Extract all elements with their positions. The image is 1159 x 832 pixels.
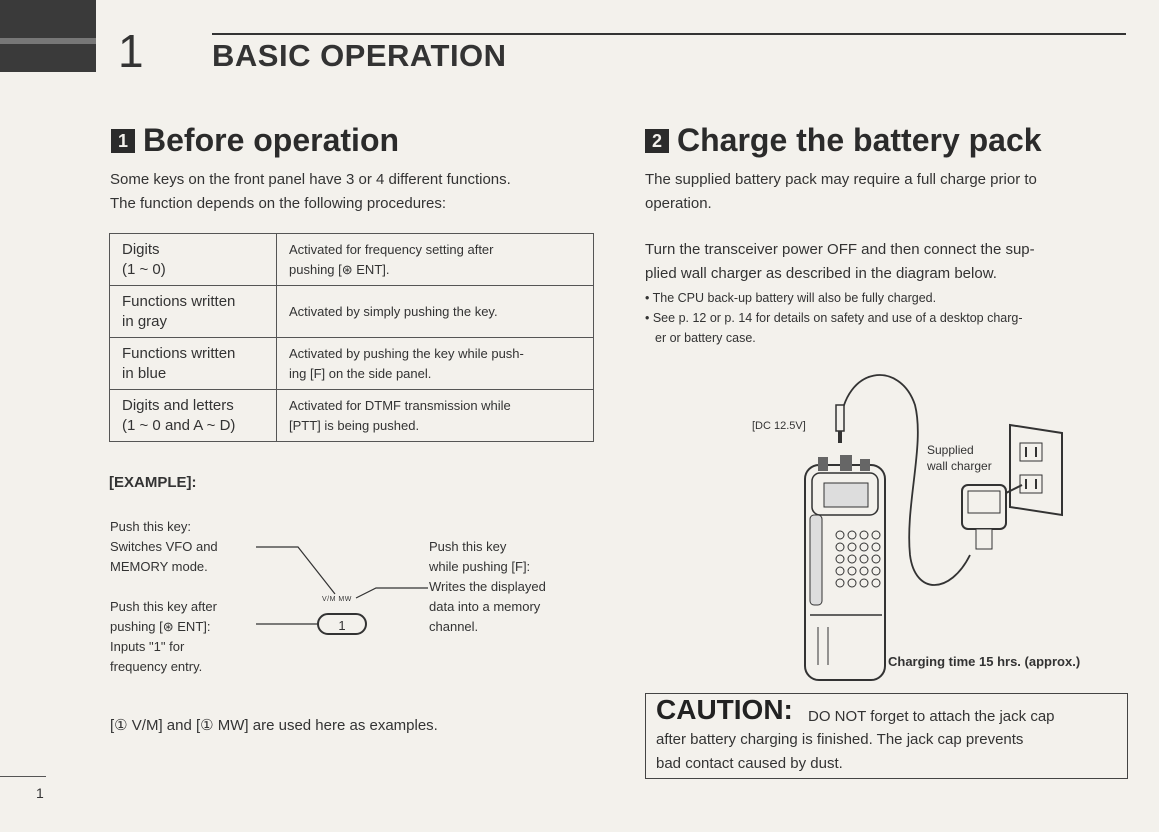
charge-instruction: Turn the transceiver power OFF and then connect the sup- plied wall charger as described in the diagram below. (645, 241, 1035, 282)
section-number-badge: 2 (645, 129, 669, 153)
example-f-key-note: Push this key while pushing [F]: Writes the displayed data into a memory channel. (429, 539, 546, 634)
before-operation-intro: Some keys on the front panel have 3 or 4 different functions. The function depends on the following procedures: (110, 171, 511, 212)
table-cell-desc: Activated for DTMF transmission while [PTT] is being pushed. (277, 390, 594, 442)
chapter-title: BASIC OPERATION (212, 38, 507, 73)
dc-label: [DC 12.5V] (752, 420, 806, 432)
charge-bullets (645, 288, 1023, 348)
example-after-ent-note: Push this key after pushing [⊛ ENT]: Inputs "1" for frequency entry. (110, 599, 217, 674)
section-title: Charge the battery pack (677, 122, 1042, 158)
charger-label: Supplied wall charger (927, 443, 992, 473)
page-number: 1 (36, 785, 44, 801)
example-push-key-note: Push this key: Switches VFO and MEMORY mode. (110, 519, 218, 574)
key-top-label: V/M MW (322, 596, 352, 603)
table-cell-key: Functions written in gray (110, 286, 277, 338)
section-title: Before operation (143, 122, 400, 158)
section-charge-heading (645, 122, 1042, 159)
list-item: er or battery case. (655, 331, 756, 345)
example-footnote: [① V/M] and [① MW] are used here as examples. (110, 717, 438, 734)
example-key-1: 1 (317, 613, 367, 635)
caution-title: CAUTION: (656, 694, 793, 725)
section-number-badge: 1 (111, 129, 135, 153)
footer-rule (0, 776, 46, 777)
charging-time-label: Charging time 15 hrs. (approx.) (888, 654, 1081, 669)
charging-diagram (790, 365, 1140, 685)
table-cell-key: Digits (1 ~ 0) (110, 234, 277, 286)
caution-text-rest: after battery charging is finished. The jack cap prevents bad contact caused by dust. (656, 731, 1024, 772)
table-cell-key: Functions written in blue (110, 338, 277, 390)
chapter-number: 1 (118, 25, 144, 77)
table-cell-key: Digits and letters (1 ~ 0 and A ~ D) (110, 390, 277, 442)
table-cell-desc: Activated for frequency setting after pushing [⊛ ENT]. (277, 234, 594, 286)
example-title: [EXAMPLE]: (109, 474, 197, 491)
charge-intro: The supplied battery pack may require a full charge prior to operation. (645, 171, 1037, 212)
list-item: • See p. 12 or p. 14 for details on safety and use of a desktop charg- (645, 311, 1023, 325)
caution-text-line-1: DO NOT forget to attach the jack cap (808, 708, 1055, 725)
table-cell-desc: Activated by pushing the key while push- ing [F] on the side panel. (277, 338, 594, 390)
table-cell-desc: Activated by simply pushing the key. (277, 286, 594, 338)
list-item: • The CPU back-up battery will also be fully charged. (645, 291, 937, 305)
